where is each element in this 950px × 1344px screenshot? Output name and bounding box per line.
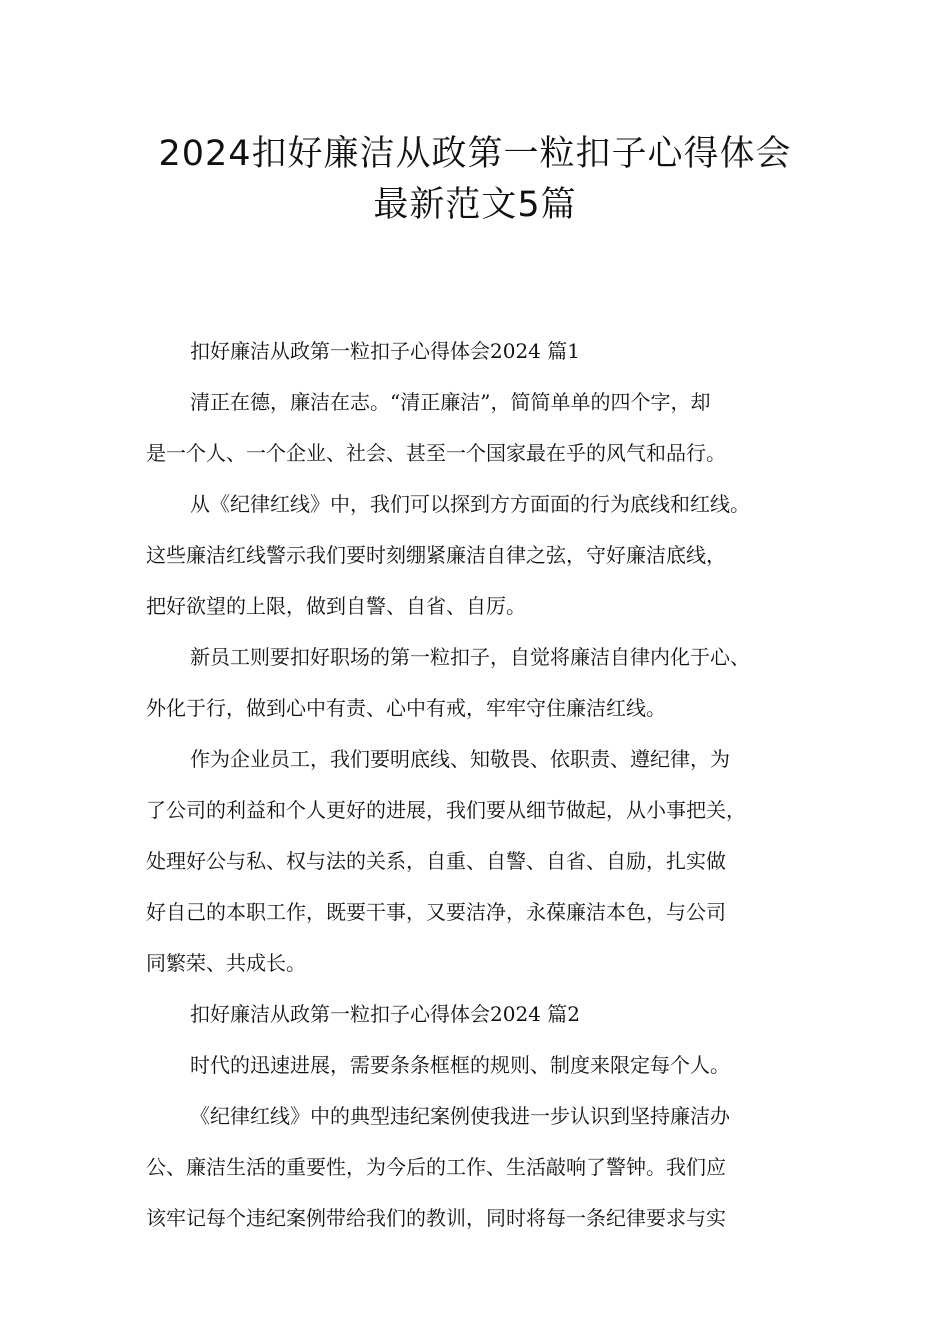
section-heading-1: 扣好廉洁从政第一粒扣子心得体会2024 篇1 [190, 339, 580, 363]
paragraph-line: 时代的迅速进展，需要条条框框的规则、制度来限定每个人。 [190, 1053, 730, 1077]
paragraph-line: 这些廉洁红线警示我们要时刻绷紧廉洁自律之弦，守好廉洁底线， [146, 543, 726, 567]
paragraph-line: 外化于行，做到心中有责、心中有戒，牢牢守住廉洁红线。 [146, 696, 666, 720]
paragraph-line: 新员工则要扣好职场的第一粒扣子，自觉将廉洁自律内化于心、 [190, 645, 750, 669]
document-title [0, 126, 950, 228]
document-body [146, 326, 826, 1244]
paragraph-line: 清正在德，廉洁在志。“清正廉洁”，简简单单的四个字，却 [190, 390, 711, 414]
paragraph-line: 作为企业员工，我们要明底线、知敬畏、依职责、遵纪律，为 [190, 747, 730, 771]
paragraph-line: 公、廉洁生活的重要性，为今后的工作、生活敲响了警钟。我们应 [146, 1155, 726, 1179]
paragraph-line: 从《纪律红线》中，我们可以探到方方面面的行为底线和红线。 [190, 492, 750, 516]
section-heading-2: 扣好廉洁从政第一粒扣子心得体会2024 篇2 [190, 1002, 580, 1026]
paragraph-line: 是一个人、一个企业、社会、甚至一个国家最在乎的风气和品行。 [146, 441, 726, 465]
paragraph-line: 了公司的利益和个人更好的进展，我们要从细节做起，从小事把关， [146, 798, 746, 822]
paragraph-line: 该牢记每个违纪案例带给我们的教训，同时将每一条纪律要求与实 [146, 1206, 726, 1230]
paragraph-line: 处理好公与私、权与法的关系，自重、自警、自省、自励，扎实做 [146, 849, 726, 873]
paragraph-line: 《纪律红线》中的典型违纪案例使我进一步认识到坚持廉洁办 [190, 1104, 730, 1128]
title-line-2: 最新范文5篇 [373, 185, 577, 225]
paragraph-line: 把好欲望的上限，做到自警、自省、自厉。 [146, 594, 526, 618]
paragraph-line: 好自己的本职工作，既要干事，又要洁净，永葆廉洁本色，与公司 [146, 900, 726, 924]
paragraph-line: 同繁荣、共成长。 [146, 951, 306, 975]
title-line-1: 2024扣好廉洁从政第一粒扣子心得体会 [158, 134, 792, 174]
